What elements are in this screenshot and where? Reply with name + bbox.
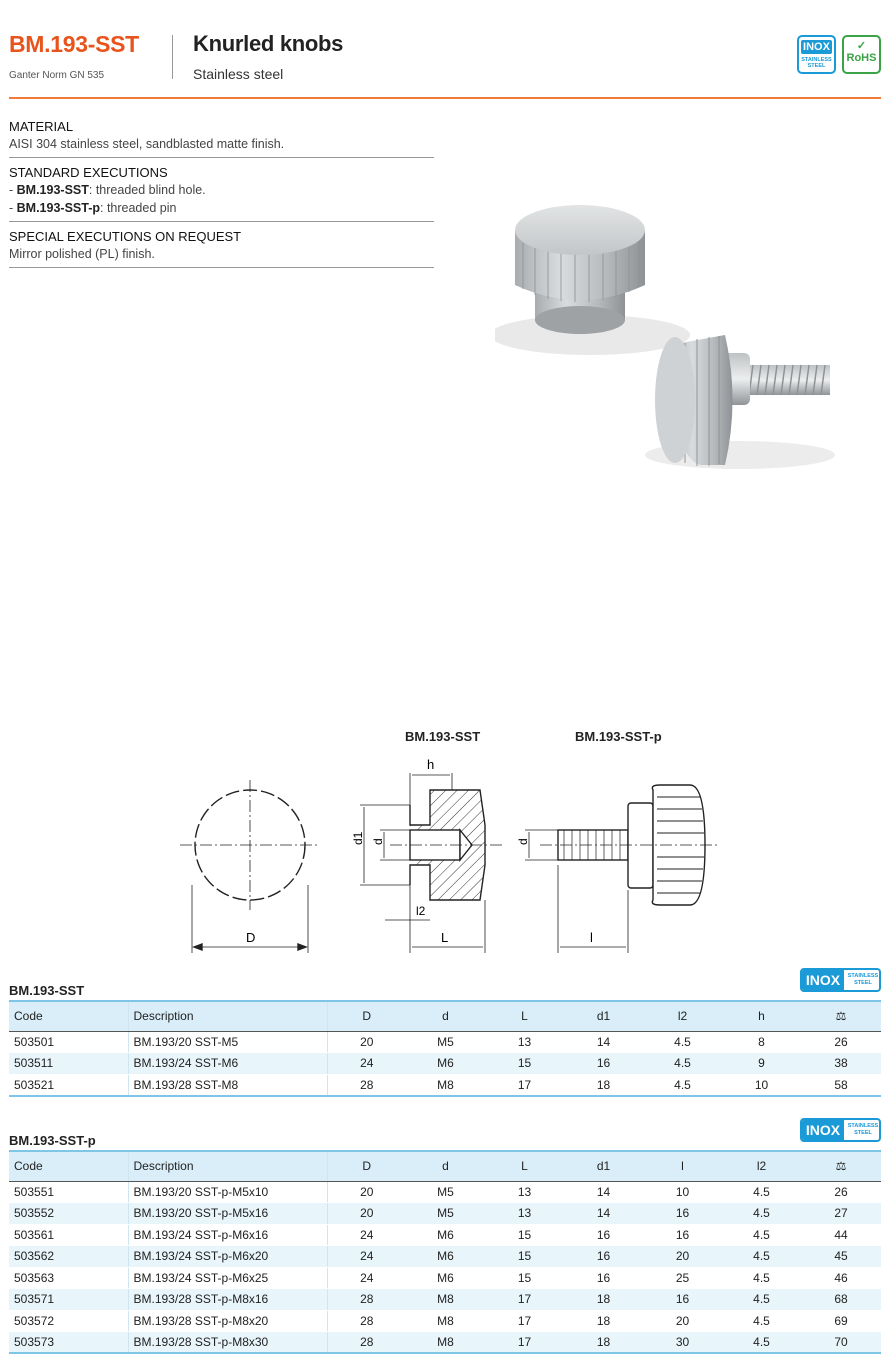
table-cell: 26 xyxy=(801,1031,881,1053)
table-cell: 28 xyxy=(327,1074,406,1096)
table-cell: 20 xyxy=(327,1203,406,1225)
table-cell: 13 xyxy=(485,1031,564,1053)
cell-description: BM.193/24 SST-M6 xyxy=(128,1053,327,1075)
col-header-D: D xyxy=(327,1001,406,1031)
inox-badge-small xyxy=(800,1118,881,1142)
table-row xyxy=(9,1246,881,1268)
table-cell: 16 xyxy=(564,1053,643,1075)
inox-badge-small xyxy=(800,968,881,992)
table-cell: 16 xyxy=(643,1224,722,1246)
special-executions-section xyxy=(9,228,434,268)
cell-code: 503571 xyxy=(9,1289,128,1311)
table-cell: 18 xyxy=(564,1310,643,1332)
table-cell: 16 xyxy=(643,1203,722,1225)
table-cell: M8 xyxy=(406,1289,485,1311)
special-executions-text: Mirror polished (PL) finish. xyxy=(9,247,155,261)
inox-badge-label: INOX xyxy=(801,40,832,54)
table-cell: 4.5 xyxy=(722,1267,801,1289)
table-header-row xyxy=(9,1151,881,1181)
table-cell: 58 xyxy=(801,1074,881,1096)
cell-description: BM.193/24 SST-p-M6x16 xyxy=(128,1224,327,1246)
front-view xyxy=(180,780,320,953)
table-cell: 16 xyxy=(643,1289,722,1311)
table-cell: 69 xyxy=(801,1310,881,1332)
table-cell: M8 xyxy=(406,1074,485,1096)
table-cell: 4.5 xyxy=(722,1332,801,1354)
table-cell: 18 xyxy=(564,1289,643,1311)
table-cell: 24 xyxy=(327,1246,406,1268)
cell-code: 503521 xyxy=(9,1074,128,1096)
table-cell: 27 xyxy=(801,1203,881,1225)
product-subtitle: Stainless steel xyxy=(193,66,284,82)
table-cell: 15 xyxy=(485,1267,564,1289)
table-cell: M8 xyxy=(406,1310,485,1332)
product-title: Knurled knobs xyxy=(193,31,344,56)
table-row xyxy=(9,1203,881,1225)
data-table xyxy=(9,1150,881,1354)
table-row xyxy=(9,1074,881,1096)
table-cell: 18 xyxy=(564,1074,643,1096)
table-cell: 14 xyxy=(564,1203,643,1225)
table-cell: M6 xyxy=(406,1246,485,1268)
table-cell: 17 xyxy=(485,1289,564,1311)
cell-code: 503551 xyxy=(9,1181,128,1203)
cell-code: 503552 xyxy=(9,1203,128,1225)
data-table xyxy=(9,1000,881,1097)
inox-badge-label: INOX xyxy=(802,1120,844,1140)
cell-code: 503572 xyxy=(9,1310,128,1332)
product-code: BM.193-SST xyxy=(9,31,139,57)
header-rule xyxy=(9,97,881,99)
cell-code: 503573 xyxy=(9,1332,128,1354)
table-cell: M6 xyxy=(406,1267,485,1289)
table-row xyxy=(9,1332,881,1354)
inox-badge-sub: STAINLESS STEEL xyxy=(847,973,879,986)
check-icon: ✓ xyxy=(856,40,867,52)
pin-view xyxy=(525,785,720,953)
special-executions-heading: SPECIAL EXECUTIONS ON REQUEST xyxy=(9,229,242,244)
col-header-L: L xyxy=(485,1001,564,1031)
page-header xyxy=(0,0,892,100)
cell-description: BM.193/20 SST-p-M5x10 xyxy=(128,1181,327,1203)
rohs-badge xyxy=(842,35,881,74)
col-header-d: d xyxy=(406,1001,485,1031)
table-cell: 14 xyxy=(564,1031,643,1053)
standard-executions-heading: STANDARD EXECUTIONS xyxy=(9,165,168,180)
table-cell: 16 xyxy=(564,1267,643,1289)
table-header-row xyxy=(9,1001,881,1031)
table-cell: 4.5 xyxy=(643,1053,722,1075)
table-title: BM.193-SST xyxy=(9,983,85,998)
table-cell: 20 xyxy=(643,1246,722,1268)
inox-badge-label: INOX xyxy=(802,970,844,990)
table-cell: 10 xyxy=(722,1074,801,1096)
cell-description: BM.193/24 SST-p-M6x25 xyxy=(128,1267,327,1289)
table-cell: 10 xyxy=(643,1181,722,1203)
table-row xyxy=(9,1053,881,1075)
table-cell: 28 xyxy=(327,1310,406,1332)
cell-description: BM.193/24 SST-p-M6x20 xyxy=(128,1246,327,1268)
table-bm193sstp-section xyxy=(9,1118,881,1363)
table-cell: 20 xyxy=(643,1310,722,1332)
drawing-label-bm193sst: BM.193-SST xyxy=(405,729,481,744)
dim-label-D: D xyxy=(246,930,256,945)
table-cell: 20 xyxy=(327,1181,406,1203)
table-cell: 24 xyxy=(327,1224,406,1246)
table-cell: 4.5 xyxy=(722,1246,801,1268)
dim-label-l: l xyxy=(590,930,593,945)
table-cell: 44 xyxy=(801,1224,881,1246)
table-cell: M6 xyxy=(406,1053,485,1075)
norm-reference: Ganter Norm GN 535 xyxy=(9,70,105,81)
table-cell: 8 xyxy=(722,1031,801,1053)
table-cell: 4.5 xyxy=(722,1224,801,1246)
drawing-svg xyxy=(160,725,740,955)
col-header-D: D xyxy=(327,1151,406,1181)
table-cell: 15 xyxy=(485,1224,564,1246)
table-cell: 14 xyxy=(564,1181,643,1203)
cell-code: 503562 xyxy=(9,1246,128,1268)
inox-badge-sub: STAINLESS STEEL xyxy=(847,1123,879,1136)
inox-badge-sub: STAINLESS STEEL xyxy=(801,57,832,69)
col-header-l: l xyxy=(643,1151,722,1181)
table-cell: M5 xyxy=(406,1203,485,1225)
col-header-h: h xyxy=(722,1001,801,1031)
table-cell: 13 xyxy=(485,1203,564,1225)
table-row xyxy=(9,1181,881,1203)
table-cell: 4.5 xyxy=(722,1203,801,1225)
dim-label-h: h xyxy=(427,757,435,772)
cell-description: BM.193/28 SST-p-M8x16 xyxy=(128,1289,327,1311)
table-cell: 4.5 xyxy=(722,1289,801,1311)
weight-icon: ⚖ xyxy=(801,1151,881,1181)
cell-description: BM.193/20 SST-p-M5x16 xyxy=(128,1203,327,1225)
col-header-L: L xyxy=(485,1151,564,1181)
col-header-description: Description xyxy=(128,1001,327,1031)
table-cell: 16 xyxy=(564,1246,643,1268)
dim-label-l2: l2 xyxy=(416,904,426,918)
table-cell: M5 xyxy=(406,1181,485,1203)
table-cell: 13 xyxy=(485,1181,564,1203)
table-cell: 46 xyxy=(801,1267,881,1289)
cell-description: BM.193/28 SST-p-M8x30 xyxy=(128,1332,327,1354)
table-cell: M6 xyxy=(406,1224,485,1246)
table-cell: 15 xyxy=(485,1246,564,1268)
table-cell: 24 xyxy=(327,1053,406,1075)
dim-label-L: L xyxy=(441,930,449,945)
cell-description: BM.193/28 SST-M8 xyxy=(128,1074,327,1096)
col-header-d: d xyxy=(406,1151,485,1181)
col-header-code: Code xyxy=(9,1001,128,1031)
cell-code: 503511 xyxy=(9,1053,128,1075)
table-row xyxy=(9,1031,881,1053)
table-cell: 15 xyxy=(485,1053,564,1075)
section-view xyxy=(360,773,505,953)
table-title: BM.193-SST-p xyxy=(9,1133,96,1148)
table-row xyxy=(9,1224,881,1246)
inox-badge xyxy=(797,35,836,74)
header-divider xyxy=(172,35,173,79)
table-cell: 25 xyxy=(643,1267,722,1289)
table-row xyxy=(9,1289,881,1311)
col-header-l2: l2 xyxy=(643,1001,722,1031)
table-cell: 68 xyxy=(801,1289,881,1311)
specifications xyxy=(9,118,434,274)
table-cell: M5 xyxy=(406,1031,485,1053)
table-row xyxy=(9,1310,881,1332)
dim-label-d-section: d xyxy=(371,838,385,845)
table-row xyxy=(9,1267,881,1289)
table-cell: 24 xyxy=(327,1267,406,1289)
table-cell: 16 xyxy=(564,1224,643,1246)
col-header-l2: l2 xyxy=(722,1151,801,1181)
rohs-badge-label: RoHS xyxy=(846,52,877,64)
standard-executions-section xyxy=(9,164,434,222)
table-cell: 18 xyxy=(564,1332,643,1354)
weight-icon: ⚖ xyxy=(801,1001,881,1031)
table-cell: 28 xyxy=(327,1289,406,1311)
col-header-description: Description xyxy=(128,1151,327,1181)
table-cell: 20 xyxy=(327,1031,406,1053)
dim-label-d-pin: d xyxy=(516,838,530,845)
drawing-label-bm193sstp: BM.193-SST-p xyxy=(575,729,662,744)
standard-execution-item: - BM.193-SST: threaded blind hole. xyxy=(9,183,206,197)
table-cell: M8 xyxy=(406,1332,485,1354)
table-cell: 4.5 xyxy=(643,1031,722,1053)
table-cell: 4.5 xyxy=(722,1310,801,1332)
cell-description: BM.193/20 SST-M5 xyxy=(128,1031,327,1053)
cell-code: 503501 xyxy=(9,1031,128,1053)
table-cell: 70 xyxy=(801,1332,881,1354)
technical-drawings xyxy=(160,725,740,955)
standard-execution-item: - BM.193-SST-p: threaded pin xyxy=(9,201,177,215)
material-section xyxy=(9,118,434,158)
material-heading: MATERIAL xyxy=(9,119,74,134)
cell-description: BM.193/28 SST-p-M8x20 xyxy=(128,1310,327,1332)
table-cell: 45 xyxy=(801,1246,881,1268)
table-cell: 17 xyxy=(485,1332,564,1354)
table-cell: 4.5 xyxy=(643,1074,722,1096)
dim-label-d1: d1 xyxy=(351,831,365,845)
product-photo xyxy=(495,185,855,475)
col-header-d1: d1 xyxy=(564,1151,643,1181)
table-cell: 9 xyxy=(722,1053,801,1075)
table-cell: 30 xyxy=(643,1332,722,1354)
table-cell: 4.5 xyxy=(722,1181,801,1203)
table-bm193sst-section xyxy=(9,968,881,1098)
col-header-d1: d1 xyxy=(564,1001,643,1031)
table-cell: 17 xyxy=(485,1074,564,1096)
table-cell: 17 xyxy=(485,1310,564,1332)
material-text: AISI 304 stainless steel, sandblasted matte finish. xyxy=(9,137,285,151)
cell-code: 503561 xyxy=(9,1224,128,1246)
cell-code: 503563 xyxy=(9,1267,128,1289)
table-cell: 26 xyxy=(801,1181,881,1203)
table-cell: 28 xyxy=(327,1332,406,1354)
col-header-code: Code xyxy=(9,1151,128,1181)
table-cell: 38 xyxy=(801,1053,881,1075)
